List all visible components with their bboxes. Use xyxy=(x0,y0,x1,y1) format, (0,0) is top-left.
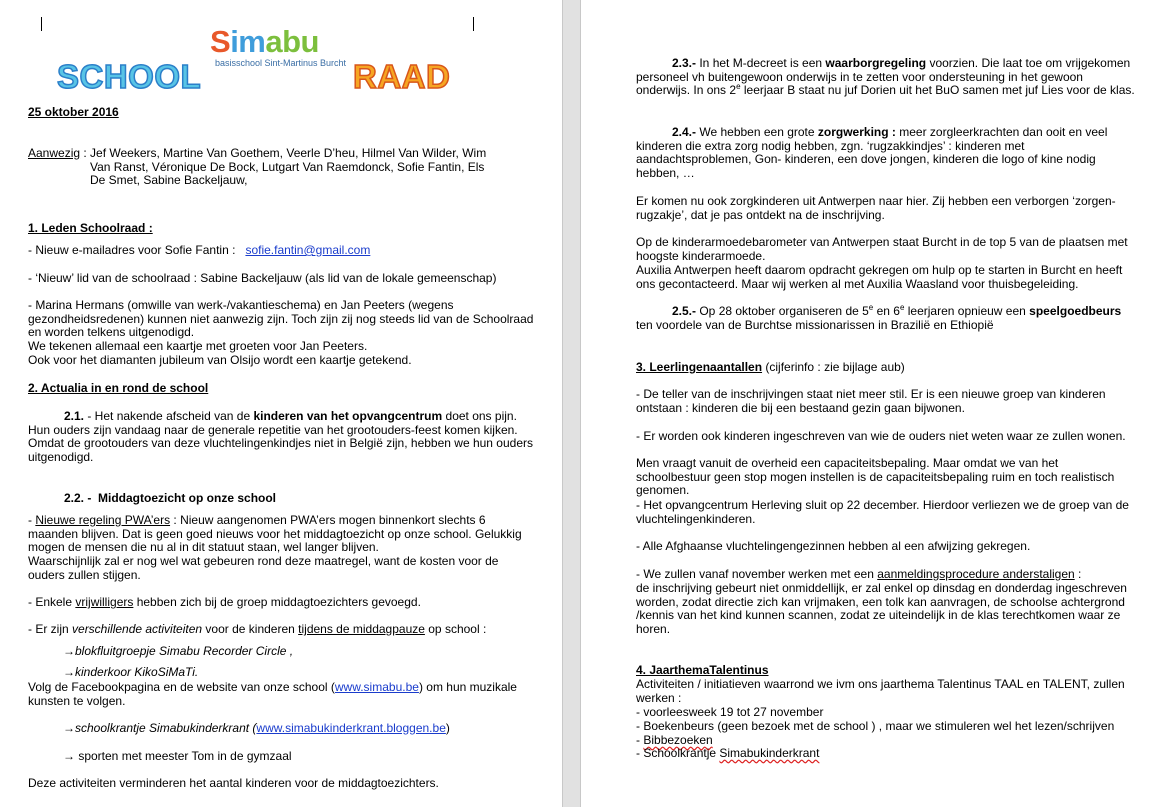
activity-item: → sporten met meester Tom in de gymzaal xyxy=(63,749,292,763)
section-2-title: 2. Actualia in en rond de school xyxy=(28,381,209,395)
page-gutter xyxy=(562,0,581,807)
bold-text: speelgoedbeurs xyxy=(1029,304,1122,318)
paragraph: de inschrijving gebeurt niet onmiddellijk, er zal enkel op dinsdag en donderdag ingeschreven worden, zodat directie zich kan vrijmaken, een tolk kan aanvragen, de schoolse achtergrond /kennis van het kind kunnen scannen, zodat ze uiteindelijk in de klas terechtkomen waar ze horen. xyxy=(636,581,1127,636)
paragraph: - Er worden ook kinderen ingeschreven van wie de ouders niet weten waar ze zullen wonen. xyxy=(636,429,1126,443)
paragraph: - ‘Nieuw’ lid van de schoolraad : Sabine Backeljauw (als lid van de lokale gemeenschap) xyxy=(28,271,497,285)
paragraph-text: ten voordele van de Burchtse missionarissen in Brazilië en Ethiopië xyxy=(636,317,994,332)
list-item: - Boekenbeurs (geen bezoek met de school ) , maar we stimuleren wel het lezen/schrijven xyxy=(636,719,1115,733)
paragraph-2-3 xyxy=(636,57,1136,98)
paragraph: Men vraagt vanuit de overheid een capaciteitsbepaling. Maar omdat we van het schoolbestuur geen stop mogen instellen is de capaciteitsbepaling ruim en toch realistisch genomen. xyxy=(636,456,1115,498)
subsection-title: Middagtoezicht op onze school xyxy=(98,491,277,505)
list-item: - voorleesweek 19 tot 27 november xyxy=(636,705,824,719)
attendees-line: : Jef Weekers, Martine Van Goethem, Veerle D’heu, Hilmel Van Wilder, Wim xyxy=(83,146,487,160)
subsection-2-2-title: 2.2. - Middagtoezicht op onze school xyxy=(64,491,277,505)
underlined-text: vrijwilligers xyxy=(75,595,134,609)
paragraph-text: - Enkele xyxy=(28,595,76,609)
paragraph: Ook voor het diamanten jubileum van Olsijo wordt een kaartje getekend. xyxy=(28,353,412,367)
section-1-title: 1. Leden Schoolraad : xyxy=(28,221,153,235)
paragraph: Waarschijnlijk zal er nog wel wat gebeuren rond deze maatregel, want de kosten voor de ouders zullen stijgen. xyxy=(28,554,499,582)
paragraph: We tekenen allemaal een kaartje met groeten voor Jan Peeters. xyxy=(28,339,368,353)
section-3-title: 3. Leerlingenaantallen xyxy=(636,360,763,374)
document-page-left xyxy=(0,0,562,807)
underlined-text: aanmeldingsprocedure anderstaligen xyxy=(877,567,1075,581)
subsection-number: 2.4.- xyxy=(672,125,697,139)
paragraph-2-1 xyxy=(28,410,538,464)
paragraph-2-5 xyxy=(636,305,1136,332)
paragraph-text: In het M-decreet is een xyxy=(696,56,826,70)
logo-brand-text: Simabu xyxy=(210,24,319,59)
paragraph-text: op school : xyxy=(424,622,487,636)
paragraph: - Nieuwe regeling PWA’ers : Nieuw aangenomen PWA’ers mogen binnenkort slechts 6 maanden blijven. Dat is geen goed nieuws voor het middagtoezicht op onze school. Gelukkig mogen de mensen die nu al in dit statuut staan, wel langer blijven. xyxy=(28,513,522,555)
superscript: e xyxy=(736,82,741,92)
list-item-text: - xyxy=(636,733,644,747)
logo-school-word: SCHOOL xyxy=(57,58,202,95)
bold-text: zorgwerking : xyxy=(817,125,900,139)
attendees-line: Van Ranst, Véronique De Bock, Lutgart Van Raemdonck, Sofie Fantin, Els xyxy=(90,159,485,174)
underlined-text: tijdens de middagpauze xyxy=(298,622,425,636)
crop-mark xyxy=(41,17,42,31)
subsection-number: 2.5.- xyxy=(672,304,697,318)
list-item xyxy=(636,747,1136,761)
paragraph: Op de kinderarmoedebarometer van Antwerpen staat Burcht in de top 5 van de plaatsen met hoogste kinderarmoede. xyxy=(636,235,1128,263)
section-4-title: 4. JaarthemaTalentinus xyxy=(636,663,769,677)
paragraph-text: - Er zijn xyxy=(28,622,73,636)
paragraph-text: Volg de Facebookpagina en de website van onze school ( xyxy=(28,680,335,694)
paragraph xyxy=(28,244,538,258)
attendees-label: Aanwezig xyxy=(28,146,81,160)
paragraph: Er komen nu ook zorgkinderen uit Antwerpen naar hier. Zij hebben een verborgen ‘zorgen-rugzakje’, dat je pas ontdekt na de inschrijving. xyxy=(636,194,1116,222)
document-page-right xyxy=(581,0,1167,807)
paragraph-text: We hebben een grote xyxy=(696,125,818,139)
paragraph: - De teller van de inschrijvingen staat niet meer stil. Er is een nieuwe groep van kinderen ontstaan : kinderen die bij een bestaand gezin gaan bijwonen. xyxy=(636,387,1106,415)
paragraph-text: en 6 xyxy=(873,304,900,318)
list-item-text: Bibbezoeken xyxy=(643,733,713,747)
email-link[interactable]: sofie.fantin@gmail.com xyxy=(245,243,371,257)
subsection-number: 2.1. xyxy=(64,409,85,423)
activity-text: →schoolkrantje Simabukinderkrant ( xyxy=(63,721,257,735)
activity-text: ) xyxy=(445,721,450,735)
crop-mark xyxy=(473,17,474,31)
paragraph-text: Op 28 oktober organiseren de 5 xyxy=(696,304,869,318)
paragraph-text: doet ons pijn. Hun ouders zijn vandaag naar de generale repetitie van het grootouders-feest komen kijken. Omdat de grootouders van deze vluchtelingenkindjes niet in België zijn, hebben we hun ouders uitgenodigd. xyxy=(28,409,533,464)
paragraph-text: leerjaar B staat nu juf Dorien uit het BuO samen met juf Lies voor de klas. xyxy=(740,83,1135,98)
activity-item: →kinderkoor KikoSiMaTi. xyxy=(63,665,199,679)
attendees xyxy=(28,147,538,188)
paragraph: - Het opvangcentrum Herleving sluit op 22 december. Hierdoor verliezen we de groep van de vluchtelingenkinderen. xyxy=(636,498,1129,526)
activity-item: →blokfluitgroepje Simabu Recorder Circle , xyxy=(63,644,294,658)
bold-text: kinderen van het opvangcentrum xyxy=(253,409,443,423)
list-item-text: - Schoolkrantje xyxy=(636,746,720,760)
paragraph: - Alle Afghaanse vluchtelingengezinnen hebben al een afwijzing gekregen. xyxy=(636,539,1031,553)
website-link[interactable]: www.simabu.be xyxy=(334,680,419,694)
paragraph xyxy=(28,681,538,708)
paragraph: Auxilia Antwerpen heeft daarom opdracht gekregen om hulp op te starten in Burcht en heeft ons gecontacteerd. Maar wij werken al met Auxilia Waasland voor thuisbegeleiding. xyxy=(636,263,1123,291)
paragraph xyxy=(28,596,538,610)
subsection-number: 2.2. xyxy=(64,491,85,505)
superscript: e xyxy=(899,303,905,312)
attendees-line: De Smet, Sabine Backeljauw, xyxy=(90,173,248,188)
paragraph-text: : Nieuw aangenomen PWA’ers mogen binnenkort slechts 6 maanden blijven. Dat is geen goed nieuws voor het middagtoezicht op onze school. Gelukkig mogen de mensen die nu al in dit statuut staan, wel langer blijven. xyxy=(28,513,522,555)
list-item-text: Simabukinderkrant xyxy=(719,746,820,760)
paragraph-text: hebben zich bij de groep middagtoezichters gevoegd. xyxy=(133,595,421,609)
paragraph-text: - Nieuw e-mailadres voor Sofie Fantin : xyxy=(28,243,236,257)
activity-item xyxy=(28,722,562,736)
paragraph-text: meer zorgleerkrachten dan ooit en veel kinderen die extra zorg nodig hebben, zgn. ‘rugzakkindjes’ : kinderen met aandachtsproblemen, Gon- kinderen, een dove jongen, kinderen die logo of kine nodig hebben, … xyxy=(636,125,1108,180)
meeting-date: 25 oktober 2016 xyxy=(28,105,119,119)
section-3-heading xyxy=(636,361,1136,375)
superscript: e xyxy=(868,303,874,312)
paragraph-2-4 xyxy=(636,126,1136,180)
paragraph xyxy=(28,623,538,637)
paragraph: Deze activiteiten verminderen het aantal kinderen voor de middagtoezichters. xyxy=(28,776,439,790)
logo-brand xyxy=(210,24,319,60)
paragraph-text: : xyxy=(1074,567,1082,581)
paragraph-text: leerjaren opnieuw een xyxy=(904,304,1030,318)
paragraph: - Marina Hermans (omwille van werk-/vakantieschema) en Jan Peeters (wegens gezondheidsredenen) kunnen niet aanwezig zijn. Toch zijn zij nog steeds lid van de Schoolraad en worden telkens uitgenodigd. xyxy=(28,298,534,340)
paragraph-text: - We zullen vanaf november werken met een xyxy=(636,567,878,581)
paragraph-text: ) om hun muzikale kunsten te volgen. xyxy=(28,680,517,708)
paragraph-text: voor de kinderen xyxy=(202,622,299,636)
logo-subtitle: basisschool Sint-Martinus Burcht xyxy=(215,58,347,68)
paragraph-text: voorzien. Die laat toe om vrijgekomen personeel vh buitengewoon onderwijs in te zetten voor ondersteuning in het gewoon onderwijs. In ons 2 xyxy=(636,56,1131,98)
paragraph xyxy=(636,568,1136,582)
section-3-note: (cijferinfo : zie bijlage aub) xyxy=(762,360,905,374)
underlined-text: Nieuwe regeling PWA’ers xyxy=(35,513,171,527)
paragraph-text: - Het nakende afscheid van de xyxy=(84,409,254,423)
bold-text: waarborgregeling xyxy=(825,56,927,70)
logo-raad-word: RAAD xyxy=(353,58,451,95)
blog-link[interactable]: www.simabukinderkrant.bloggen.be xyxy=(256,721,446,735)
italic-text: verschillende activiteiten xyxy=(72,622,203,636)
subsection-number: 2.3.- xyxy=(672,56,697,70)
paragraph: Activiteiten / initiatieven waarrond we ivm ons jaarthema Talentinus TAAL en TALENT, zullen werken : xyxy=(636,677,1125,705)
